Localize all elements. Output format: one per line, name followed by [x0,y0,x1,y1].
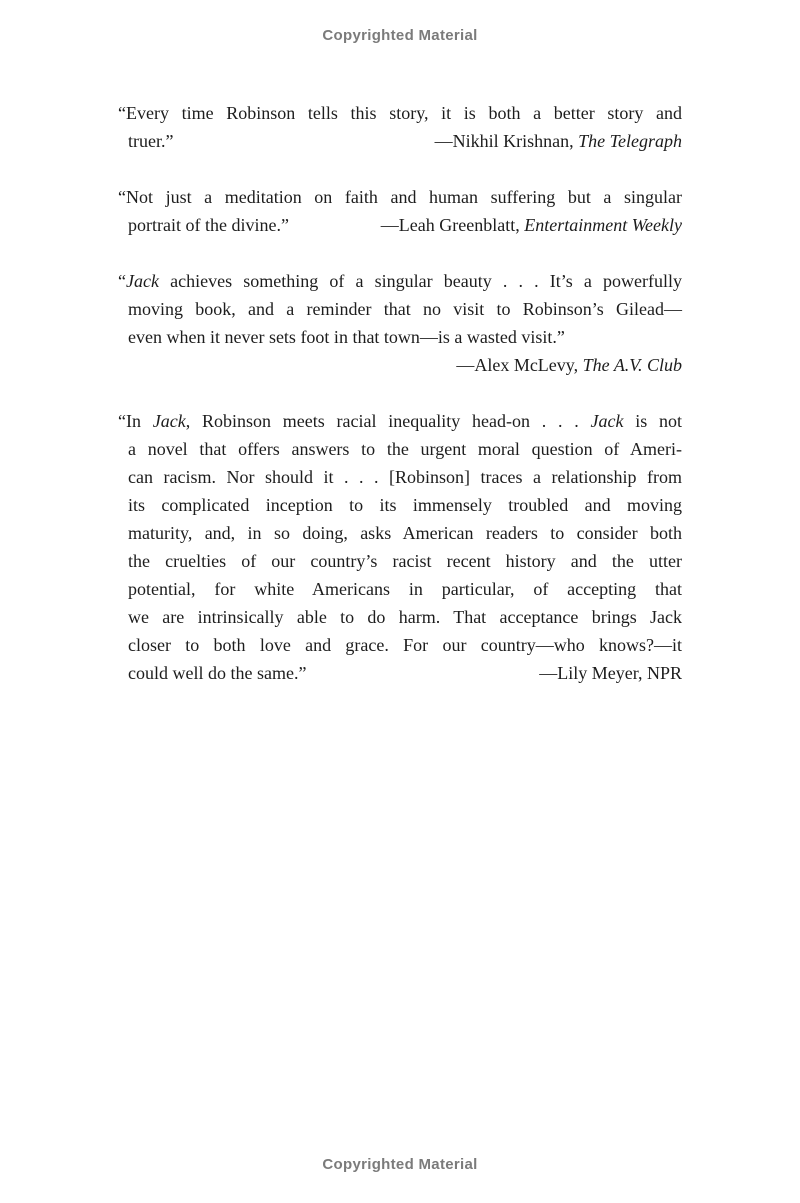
attribution-text: —Nikhil Krishnan, The Telegraph [434,131,682,151]
quote-text: portrait of the divine.” [128,215,289,235]
quote-text: “Every time Robinson tells this story, it is both a better story and [118,103,682,123]
quote-text: “Jack achieves something of a singular beauty . . . It’s a powerfully [118,271,682,291]
quote-line [118,267,682,295]
quote-text: closer to both love and grace. For our country—who knows?—it [128,635,682,655]
quote-line [128,435,682,463]
quote-block [118,407,682,687]
quote-line [128,603,682,631]
quote-line [118,407,682,435]
quote-line [128,295,682,323]
quote-text: we are intrinsically able to do harm. That acceptance brings Jack [128,607,682,627]
quote-line-attribution [128,127,682,155]
quote-text: —Alex McLevy, The A.V. Club [456,355,682,375]
quote-line [128,323,682,351]
quote-text: maturity, and, in so doing, asks American readers to consider both [128,523,682,543]
quote-text: its complicated inception to its immensely troubled and moving [128,495,682,515]
quote-text: even when it never sets foot in that town—is a wasted visit.” [128,327,565,347]
quote-line [118,183,682,211]
quote-text: a novel that offers answers to the urgent moral question of Ameri- [128,439,682,459]
quote-text: can racism. Nor should it . . . [Robinson] traces a relationship from [128,467,682,487]
quote-line-attribution [128,659,682,687]
quote-line-attribution [128,351,682,379]
quote-block [118,99,682,155]
praise-quotes-section [118,99,682,715]
quote-line-attribution [128,211,682,239]
quote-text: truer.” [128,131,174,151]
attribution-text: —Lily Meyer, NPR [539,663,682,683]
quote-line [128,547,682,575]
attribution-text: —Leah Greenblatt, Entertainment Weekly [380,215,682,235]
quote-text: “In Jack, Robinson meets racial inequality head-on . . . Jack is not [118,411,682,431]
quote-text: potential, for white Americans in particular, of accepting that [128,579,682,599]
quote-text: the cruelties of our country’s racist recent history and the utter [128,551,682,571]
quote-block [118,183,682,239]
quote-block [118,267,682,379]
copyright-notice-top: Copyrighted Material [322,27,478,44]
copyright-notice-bottom: Copyrighted Material [322,1156,478,1173]
quote-line [128,463,682,491]
quote-line [128,491,682,519]
quote-line [118,99,682,127]
quote-text: moving book, and a reminder that no visit to Robinson’s Gilead— [128,299,682,319]
quote-text: could well do the same.” [128,663,307,683]
quote-line [128,631,682,659]
quote-text: “Not just a meditation on faith and human suffering but a singular [118,187,682,207]
quote-line [128,519,682,547]
quote-line [128,575,682,603]
